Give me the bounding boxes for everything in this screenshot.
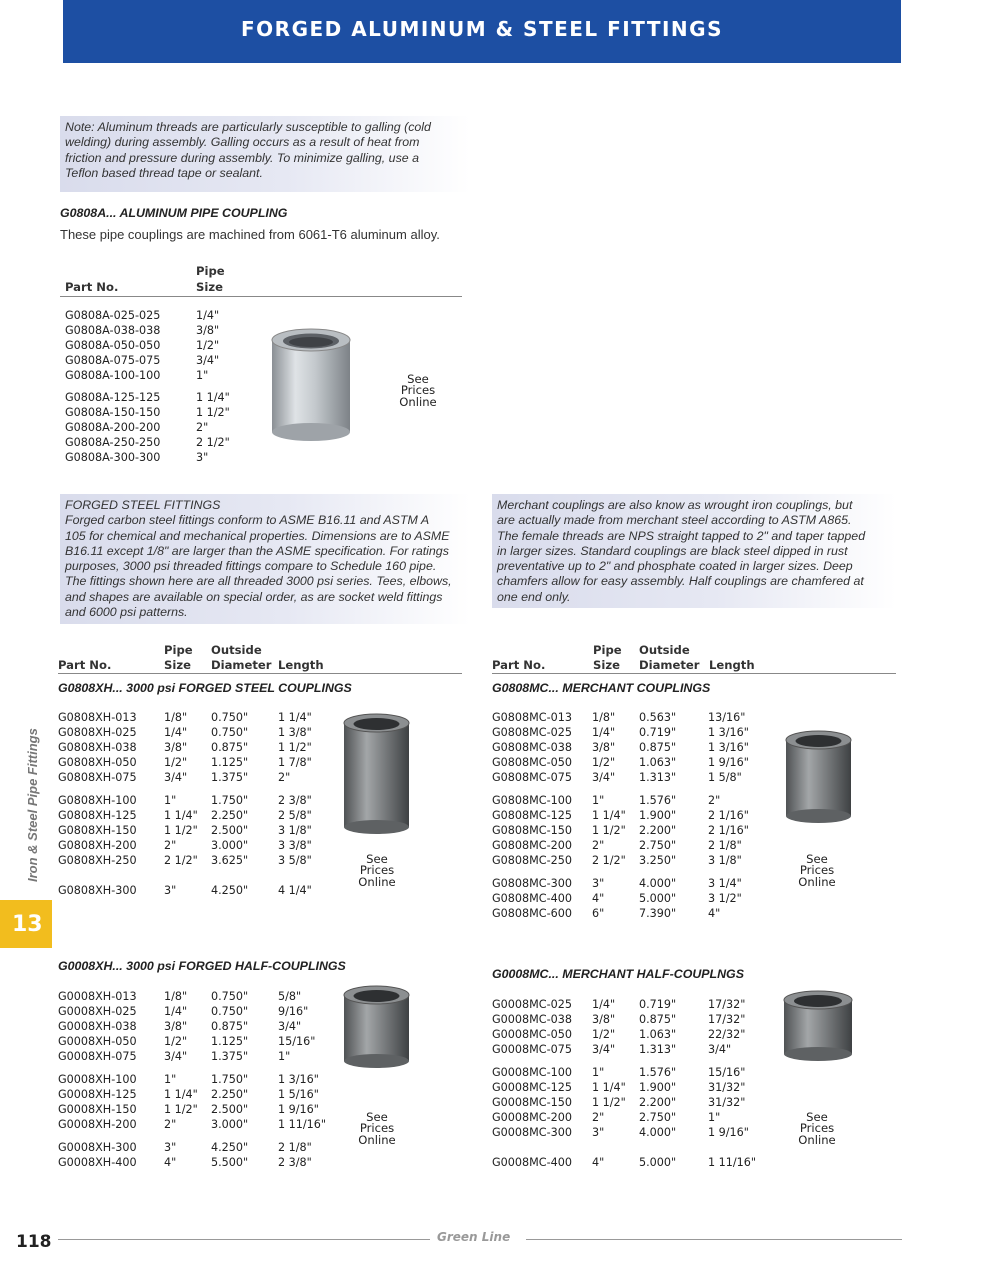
cell-part: G0008XH-400	[58, 1156, 137, 1169]
cell-od: 1.063"	[639, 756, 677, 769]
cell-part: G0008XH-100	[58, 1073, 137, 1086]
aluminum-see-prices[interactable]: See Prices Online	[399, 372, 437, 409]
footer-rule-left	[58, 1239, 430, 1240]
cell-od: 1.576"	[639, 794, 677, 807]
cell-od: 4.250"	[211, 1141, 249, 1154]
cell-part: G0008MC-025	[492, 998, 572, 1011]
cell-od: 0.875"	[639, 741, 677, 754]
cell-size: 2 1/2"	[592, 854, 626, 867]
header-divider	[492, 673, 896, 674]
cell-size: 3"	[592, 877, 605, 890]
cell-part: G0808XH-013	[58, 711, 137, 724]
cell-part: G0808MC-150	[492, 824, 572, 837]
note-line: The female threads are NPS straight tapped to 2" and taper tapped	[497, 528, 866, 543]
cell-part: G0808MC-125	[492, 809, 572, 822]
cell-part: G0808A-038-038	[65, 324, 161, 337]
cell-size: 1"	[592, 794, 605, 807]
cell-size: 3/8"	[196, 324, 220, 337]
cell-size: 4"	[592, 1156, 605, 1169]
cell-len: 1 9/16"	[708, 756, 749, 769]
cell-size: 1/8"	[164, 990, 188, 1003]
cell-part: G0808MC-013	[492, 711, 572, 724]
aluminum-galling-note	[60, 116, 470, 192]
cell-size: 1/8"	[592, 711, 616, 724]
cell-part: G0808A-200-200	[65, 421, 161, 434]
note-line: friction and pressure during assembly. To minimize galling, use a	[65, 150, 419, 165]
forged-half-coupling-image	[343, 985, 410, 1069]
cell-od: 1.313"	[639, 1043, 677, 1056]
cell-od: 2.200"	[639, 824, 677, 837]
cell-od: 0.750"	[211, 711, 249, 724]
cell-size: 2"	[164, 1118, 177, 1131]
note-line: chamfers allow for easy assembly. Half couplings are chamfered at	[497, 574, 864, 589]
cell-part: G0008XH-125	[58, 1088, 137, 1101]
cell-od: 0.750"	[211, 1005, 249, 1018]
col-header-part-no: Part No.	[65, 280, 119, 294]
col-header-size: Size	[593, 658, 620, 672]
forged-half-couplings-title: G0008XH... 3000 psi FORGED HALF-COUPLINGS	[58, 959, 346, 973]
header-banner	[63, 0, 901, 63]
cell-len: 31/32"	[708, 1096, 746, 1109]
cell-len: 1 3/16"	[708, 726, 749, 739]
cell-size: 2"	[164, 839, 177, 852]
header-divider	[58, 673, 462, 674]
cell-size: 3"	[592, 1126, 605, 1139]
cell-len: 1 3/16"	[278, 1073, 319, 1086]
cell-len: 2 3/8"	[278, 1156, 312, 1169]
note-line: FORGED STEEL FITTINGS	[65, 498, 221, 512]
note-line: purposes, 3000 psi threaded fittings compare to Schedule 160 pipe.	[65, 559, 437, 574]
cell-len: 3 1/4"	[708, 877, 742, 890]
cell-od: 1.900"	[639, 809, 677, 822]
cell-part: G0008MC-200	[492, 1111, 572, 1124]
col-header-length: Length	[709, 658, 755, 672]
aluminum-coupling-title: G0808A... ALUMINUM PIPE COUPLING	[60, 206, 288, 220]
cell-size: 1"	[592, 1066, 605, 1079]
note-line: 105 for chemical and mechanical properties. Dimensions are to ASME	[65, 528, 450, 543]
merchant-coupling-note	[492, 494, 896, 608]
col-header-pipe: Pipe	[593, 643, 622, 657]
col-header-outside: Outside	[211, 643, 262, 657]
cell-part: G0808A-250-250	[65, 436, 161, 449]
aluminum-coupling-image	[270, 328, 352, 442]
forged-steel-note	[60, 494, 470, 624]
cell-len: 13/16"	[708, 711, 746, 724]
cell-od: 1.125"	[211, 756, 249, 769]
cell-size: 1"	[164, 794, 177, 807]
cell-size: 2"	[592, 839, 605, 852]
cell-len: 5/8"	[278, 990, 302, 1003]
cell-od: 5.500"	[211, 1156, 249, 1169]
cell-part: G0008XH-075	[58, 1050, 137, 1063]
cell-od: 0.875"	[211, 741, 249, 754]
cell-size: 2"	[196, 421, 209, 434]
cell-part: G0008XH-013	[58, 990, 137, 1003]
cell-part: G0808MC-075	[492, 771, 572, 784]
cell-len: 17/32"	[708, 998, 746, 1011]
note-line: one end only.	[497, 589, 571, 604]
cell-od: 2.250"	[211, 809, 249, 822]
cell-size: 3"	[196, 451, 209, 464]
cell-od: 2.750"	[639, 1111, 677, 1124]
cell-part: G0008MC-400	[492, 1156, 572, 1169]
cell-od: 1.313"	[639, 771, 677, 784]
cell-part: G0808A-100-100	[65, 369, 161, 382]
cell-len: 1 5/16"	[278, 1088, 319, 1101]
cell-part: G0008MC-300	[492, 1126, 572, 1139]
cell-size: 1/2"	[592, 1028, 616, 1041]
cell-part: G0008MC-150	[492, 1096, 572, 1109]
cell-part: G0008XH-200	[58, 1118, 137, 1131]
cell-od: 5.000"	[639, 892, 677, 905]
note-line: and shapes are available on special order, as are socket weld fittings	[65, 589, 443, 604]
cell-size: 3/4"	[164, 1050, 188, 1063]
cell-size: 2 1/2"	[164, 854, 198, 867]
cell-len: 1 7/8"	[278, 756, 312, 769]
merchant-see-prices[interactable]: See Prices Online	[798, 852, 836, 889]
cell-od: 1.750"	[211, 794, 249, 807]
cell-size: 1 1/2"	[592, 824, 626, 837]
cell-size: 1 1/4"	[592, 809, 626, 822]
cell-size: 3/8"	[164, 1020, 188, 1033]
cell-part: G0808MC-038	[492, 741, 572, 754]
cell-size: 1 1/2"	[592, 1096, 626, 1109]
cell-size: 3"	[164, 1141, 177, 1154]
cell-part: G0808MC-300	[492, 877, 572, 890]
cell-part: G0808MC-100	[492, 794, 572, 807]
col-header-pipe: Pipe	[196, 264, 225, 278]
cell-part: G0008XH-038	[58, 1020, 137, 1033]
note-line: and 6000 psi patterns.	[65, 605, 188, 620]
cell-len: 1"	[278, 1050, 291, 1063]
cell-od: 3.000"	[211, 1118, 249, 1131]
cell-size: 1/4"	[592, 998, 616, 1011]
cell-size: 1 1/2"	[164, 824, 198, 837]
cell-part: G0008MC-050	[492, 1028, 572, 1041]
col-header-length: Length	[278, 658, 324, 672]
col-header-outside: Outside	[639, 643, 690, 657]
note-line: are actually made from merchant steel according to ASTM A865.	[497, 513, 852, 528]
cell-size: 3/4"	[592, 771, 616, 784]
cell-od: 0.875"	[211, 1020, 249, 1033]
col-header-size: Size	[196, 280, 223, 294]
cell-part: G0008XH-150	[58, 1103, 137, 1116]
merchant-couplings-title: G0808MC... MERCHANT COUPLINGS	[492, 681, 711, 695]
forged-couplings-title: G0808XH... 3000 psi FORGED STEEL COUPLINGS	[58, 681, 352, 695]
chapter-tab[interactable]	[0, 900, 52, 948]
forged-coupling-image	[343, 713, 410, 835]
cell-part: G0808XH-200	[58, 839, 137, 852]
cell-part: G0808A-050-050	[65, 339, 161, 352]
cell-len: 1 9/16"	[278, 1103, 319, 1116]
cell-len: 2 1/8"	[708, 839, 742, 852]
cell-part: G0808MC-250	[492, 854, 572, 867]
col-header-pipe: Pipe	[164, 643, 193, 657]
cell-od: 4.250"	[211, 884, 249, 897]
cell-part: G0808XH-300	[58, 884, 137, 897]
cell-size: 6"	[592, 907, 605, 920]
col-header-part-no: Part No.	[58, 658, 112, 672]
note-line: Merchant couplings are also know as wrought iron couplings, but	[497, 498, 853, 512]
cell-od: 2.500"	[211, 1103, 249, 1116]
cell-part: G0808MC-050	[492, 756, 572, 769]
cell-od: 0.750"	[211, 726, 249, 739]
cell-size: 3/4"	[164, 771, 188, 784]
note-line: preventative up to 2" and phosphate coated in larger sizes. Deep	[497, 559, 853, 574]
cell-part: G0008MC-125	[492, 1081, 572, 1094]
cell-part: G0808XH-075	[58, 771, 137, 784]
cell-len: 2"	[278, 771, 291, 784]
cell-od: 1.375"	[211, 771, 249, 784]
cell-size: 1 1/2"	[164, 1103, 198, 1116]
cell-size: 3/8"	[592, 741, 616, 754]
note-line: in larger sizes. Standard couplings are black steel dipped in rust	[497, 543, 848, 558]
aluminum-coupling-description: These pipe couplings are machined from 6061-T6 aluminum alloy.	[60, 227, 440, 242]
cell-len: 9/16"	[278, 1005, 309, 1018]
cell-size: 1 1/2"	[196, 406, 230, 419]
note-line: welding) during assembly. Galling occurs as a result of heat from	[65, 135, 420, 150]
page-number: 118	[16, 1232, 52, 1252]
note-line: B16.11 except 1/8" are larger than the ASME specification. For ratings	[65, 543, 449, 558]
side-section-label: Iron & Steel Pipe Fittings	[25, 728, 40, 882]
cell-od: 1.375"	[211, 1050, 249, 1063]
cell-part: G0808A-025-025	[65, 309, 161, 322]
cell-od: 2.200"	[639, 1096, 677, 1109]
forged-see-prices[interactable]: See Prices Online	[358, 852, 396, 889]
cell-size: 1 1/4"	[592, 1081, 626, 1094]
cell-len: 15/16"	[278, 1035, 316, 1048]
col-header-part-no: Part No.	[492, 658, 546, 672]
cell-size: 4"	[164, 1156, 177, 1169]
cell-len: 3/4"	[708, 1043, 732, 1056]
cell-od: 2.250"	[211, 1088, 249, 1101]
cell-len: 31/32"	[708, 1081, 746, 1094]
cell-part: G0008MC-038	[492, 1013, 572, 1026]
cell-size: 1 1/4"	[196, 391, 230, 404]
cell-len: 2 1/16"	[708, 824, 749, 837]
cell-size: 1/2"	[164, 1035, 188, 1048]
cell-len: 4"	[708, 907, 721, 920]
chapter-number: 13	[12, 912, 43, 937]
cell-len: 2 1/8"	[278, 1141, 312, 1154]
cell-len: 1 9/16"	[708, 1126, 749, 1139]
cell-len: 2 3/8"	[278, 794, 312, 807]
cell-len: 3 1/8"	[708, 854, 742, 867]
cell-size: 1/4"	[164, 1005, 188, 1018]
cell-size: 3/8"	[164, 741, 188, 754]
cell-len: 3/4"	[278, 1020, 302, 1033]
note-line: Teflon based thread tape or sealant.	[65, 165, 263, 180]
cell-part: G0008XH-300	[58, 1141, 137, 1154]
cell-od: 3.625"	[211, 854, 249, 867]
cell-od: 1.063"	[639, 1028, 677, 1041]
cell-size: 1/2"	[196, 339, 220, 352]
cell-part: G0808XH-050	[58, 756, 137, 769]
cell-len: 1 5/8"	[708, 771, 742, 784]
cell-len: 3 3/8"	[278, 839, 312, 852]
cell-part: G0808MC-600	[492, 907, 572, 920]
cell-size: 3/4"	[592, 1043, 616, 1056]
cell-len: 1 11/16"	[708, 1156, 757, 1169]
cell-part: G0808MC-025	[492, 726, 572, 739]
cell-od: 4.000"	[639, 877, 677, 890]
cell-od: 2.750"	[639, 839, 677, 852]
cell-od: 0.750"	[211, 990, 249, 1003]
forged-half-see-prices[interactable]: See Prices Online	[358, 1110, 396, 1147]
cell-len: 1 1/2"	[278, 741, 312, 754]
cell-od: 3.250"	[639, 854, 677, 867]
cell-len: 3 5/8"	[278, 854, 312, 867]
cell-part: G0808XH-150	[58, 824, 137, 837]
cell-len: 4 1/4"	[278, 884, 312, 897]
cell-size: 1"	[164, 1073, 177, 1086]
cell-od: 7.390"	[639, 907, 677, 920]
cell-size: 1/4"	[196, 309, 220, 322]
cell-size: 1 1/4"	[164, 1088, 198, 1101]
cell-part: G0808A-150-150	[65, 406, 161, 419]
cell-len: 22/32"	[708, 1028, 746, 1041]
cell-od: 2.500"	[211, 824, 249, 837]
cell-od: 0.719"	[639, 998, 677, 1011]
cell-od: 5.000"	[639, 1156, 677, 1169]
cell-size: 2 1/2"	[196, 436, 230, 449]
page-title: FORGED ALUMINUM & STEEL FITTINGS	[241, 17, 723, 41]
cell-size: 1/4"	[164, 726, 188, 739]
cell-len: 17/32"	[708, 1013, 746, 1026]
cell-part: G0808MC-200	[492, 839, 572, 852]
cell-len: 1 3/16"	[708, 741, 749, 754]
cell-part: G0808XH-125	[58, 809, 137, 822]
cell-len: 1 11/16"	[278, 1118, 327, 1131]
col-header-diameter: Diameter	[639, 658, 700, 672]
cell-part: G0008XH-025	[58, 1005, 137, 1018]
cell-od: 1.900"	[639, 1081, 677, 1094]
cell-size: 1/2"	[164, 756, 188, 769]
cell-od: 1.125"	[211, 1035, 249, 1048]
cell-part: G0808XH-038	[58, 741, 137, 754]
cell-od: 4.000"	[639, 1126, 677, 1139]
note-line: Forged carbon steel fittings conform to ASME B16.11 and ASTM A	[65, 513, 430, 528]
cell-part: G0808XH-100	[58, 794, 137, 807]
cell-size: 2"	[592, 1111, 605, 1124]
cell-part: G0808A-075-075	[65, 354, 161, 367]
cell-len: 2 5/8"	[278, 809, 312, 822]
cell-od: 0.563"	[639, 711, 677, 724]
cell-len: 1 1/4"	[278, 711, 312, 724]
footer-rule-right	[526, 1239, 902, 1240]
cell-part: G0008XH-050	[58, 1035, 137, 1048]
cell-part: G0808XH-025	[58, 726, 137, 739]
cell-size: 3/8"	[592, 1013, 616, 1026]
cell-size: 3/4"	[196, 354, 220, 367]
cell-od: 0.719"	[639, 726, 677, 739]
cell-part: G0808XH-250	[58, 854, 137, 867]
merchant-half-coupling-image	[783, 990, 853, 1062]
footer-brand: Green Line	[437, 1230, 511, 1244]
cell-part: G0008MC-100	[492, 1066, 572, 1079]
header-divider	[60, 296, 462, 297]
cell-part: G0808MC-400	[492, 892, 572, 905]
cell-od: 0.875"	[639, 1013, 677, 1026]
cell-len: 1"	[708, 1111, 721, 1124]
cell-od: 1.576"	[639, 1066, 677, 1079]
cell-size: 1/4"	[592, 726, 616, 739]
cell-part: G0008MC-075	[492, 1043, 572, 1056]
cell-len: 3 1/2"	[708, 892, 742, 905]
cell-size: 1/2"	[592, 756, 616, 769]
cell-len: 2"	[708, 794, 721, 807]
cell-od: 3.000"	[211, 839, 249, 852]
cell-len: 2 1/16"	[708, 809, 749, 822]
cell-od: 1.750"	[211, 1073, 249, 1086]
col-header-size: Size	[164, 658, 191, 672]
merchant-coupling-image	[785, 730, 852, 824]
merchant-half-couplings-title: G0008MC... MERCHANT HALF-COUPLNGS	[492, 967, 744, 981]
cell-size: 4"	[592, 892, 605, 905]
note-line: Note: Aluminum threads are particularly susceptible to galling (cold	[65, 120, 431, 134]
col-header-diameter: Diameter	[211, 658, 272, 672]
cell-len: 15/16"	[708, 1066, 746, 1079]
cell-size: 1/8"	[164, 711, 188, 724]
cell-size: 3"	[164, 884, 177, 897]
cell-part: G0808A-125-125	[65, 391, 161, 404]
merchant-half-see-prices[interactable]: See Prices Online	[798, 1110, 836, 1147]
note-line: The fittings shown here are all threaded 3000 psi series. Tees, elbows,	[65, 574, 452, 589]
cell-len: 1 3/8"	[278, 726, 312, 739]
cell-size: 1 1/4"	[164, 809, 198, 822]
cell-part: G0808A-300-300	[65, 451, 161, 464]
cell-size: 1"	[196, 369, 209, 382]
cell-len: 3 1/8"	[278, 824, 312, 837]
